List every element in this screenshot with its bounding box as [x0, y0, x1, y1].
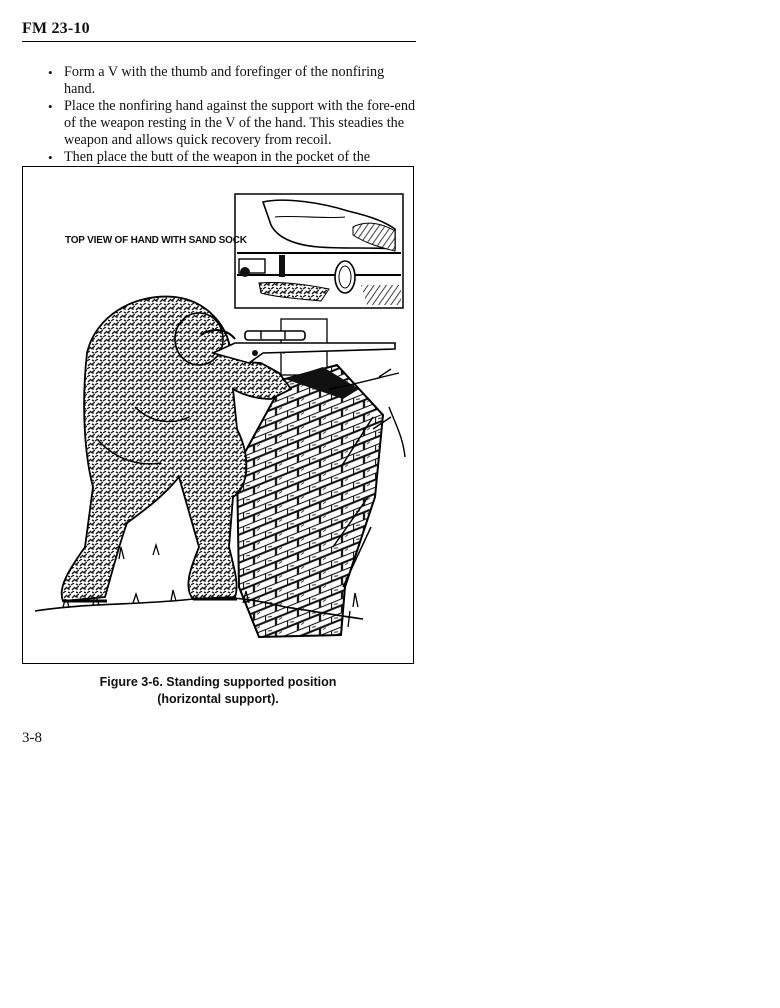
caption-line: Figure 3-6. Standing supported position: [99, 675, 337, 689]
figure-caption: [22, 674, 414, 708]
instruction-item: [44, 64, 416, 98]
bullet-icon: •: [48, 150, 53, 165]
page-number: 3-8: [22, 730, 42, 746]
figure-frame: [22, 166, 414, 664]
header-rule: [22, 41, 416, 42]
instruction-text: Then place the butt of the weapon in the pocket of the: [64, 149, 371, 165]
brick-support-wall: [237, 365, 383, 637]
instruction-item: [44, 98, 416, 149]
bullet-icon: •: [48, 99, 53, 114]
inset-callout-label: TOP VIEW OF HAND WITH SAND SOCK: [65, 235, 247, 246]
instruction-text: Form a V with the thumb and forefinger of the nonfiring hand.: [64, 64, 385, 97]
instruction-text: Place the nonfiring hand against the support with the fore-end of the weapon resting in the V of the hand. This steadies the weapon and allows quick recovery from recoil.: [64, 98, 416, 148]
manual-id: FM 23-10: [22, 20, 90, 37]
caption-line: (horizontal support).: [157, 692, 279, 706]
inset-hand-view: [235, 194, 403, 308]
bullet-icon: •: [48, 65, 53, 80]
rifle: [213, 331, 395, 363]
